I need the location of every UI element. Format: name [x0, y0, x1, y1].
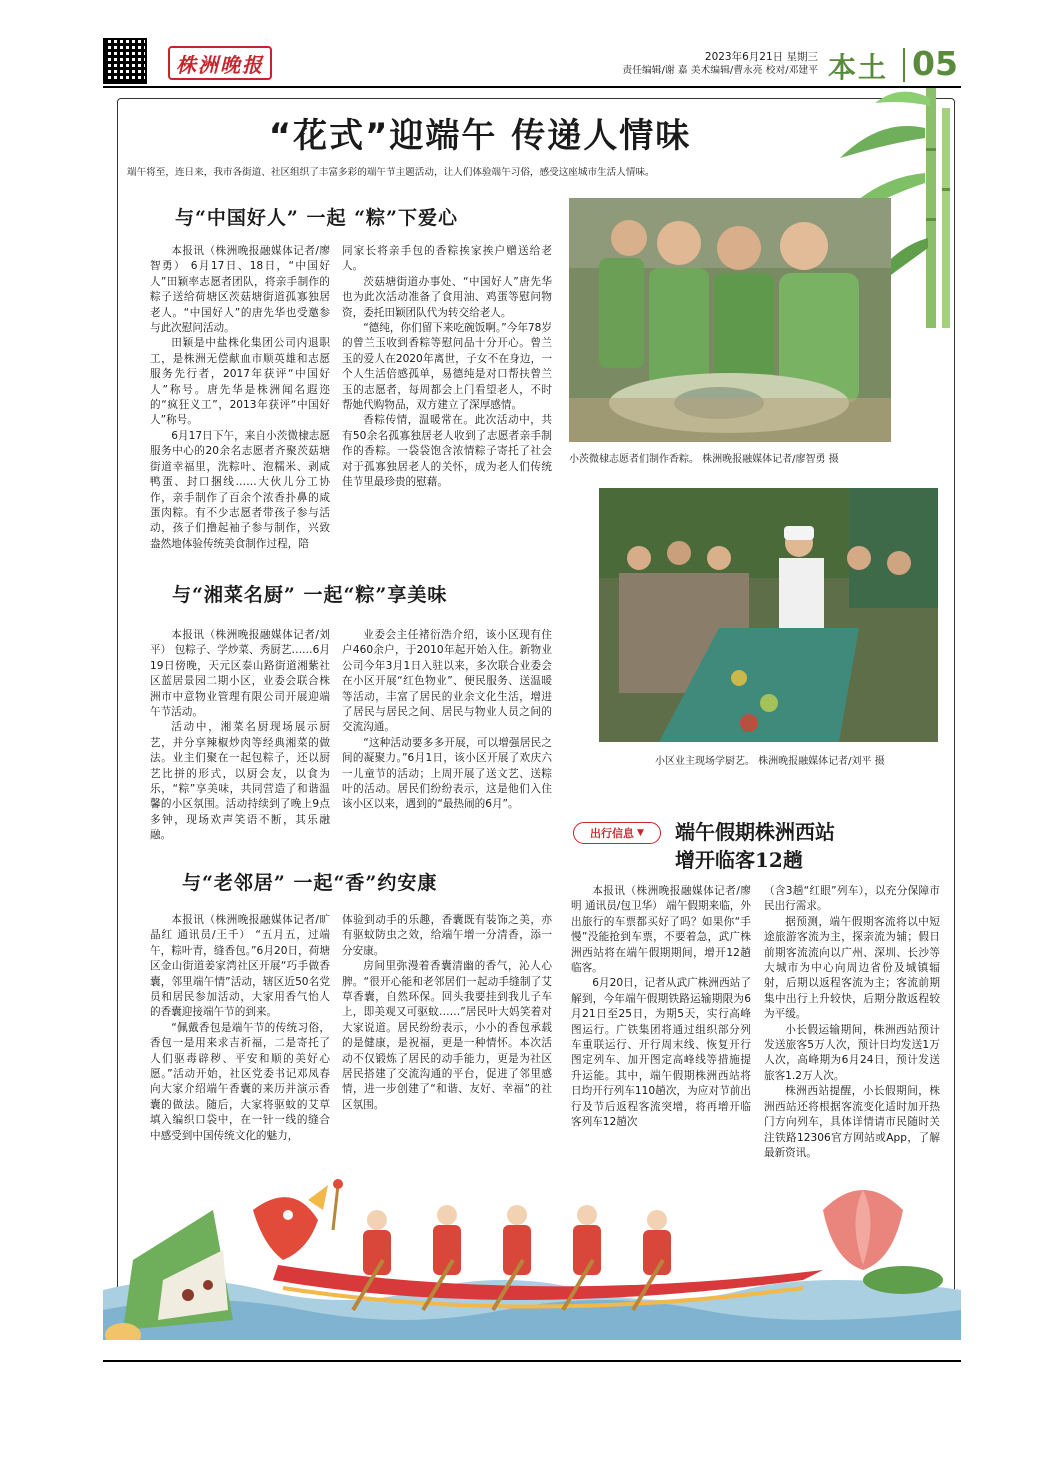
footer-rule	[103, 1360, 961, 1362]
article1-col2	[342, 244, 552, 564]
triangle-down-icon: ▼	[637, 828, 644, 838]
paragraph: “佩戴香包是端午节的传统习俗，香包一是用来求吉祈福，二是寄托了人们驱毒辟秽、平安和顺的美好心愿。”活动开始，社区党委书记邓凤春向大家介绍端午香囊的来历并演示香囊的做法。随后，大家将驱蚊的艾草填入编织口袋中，在一针一线的缝合中感受到中国传统文化的魅力，	[150, 1021, 330, 1142]
lede: 端午将至，连日来，我市各街道、社区组织了丰富多彩的端午节主题活动，让人们体验端午习俗，感受这座城市生活人情味。	[127, 167, 655, 178]
paragraph: 体验到动手的乐趣，香囊既有装饰之美，亦有驱蚊防虫之效，给端午增一分清香，添一分安康。	[342, 914, 552, 957]
article4-title-line1: 端午假期株洲西站	[675, 820, 835, 844]
article2-col2	[342, 628, 552, 848]
paragraph: 茨菇塘街道办事处、“中国好人”唐先华也为此次活动准备了食用油、鸡蛋等慰问物资，委托田颖团队代为转交给老人。	[342, 275, 552, 319]
travel-info-tag	[573, 822, 661, 844]
editors-line: 责任编辑/谢 嘉 美术编辑/曹永亮 校对/邓建平	[622, 65, 818, 76]
page-number: 05	[912, 44, 958, 83]
paragraph: 田颖是中盐株化集团公司内退职工，是株洲无偿献血市顺英雄和志愿服务先行者，2017年获评“中国好人”称号。唐先华是株洲闻名遐迩的“疯狂义工”，2013年获评“中国好人”称号。	[150, 337, 330, 427]
article2-title: 与“湘菜名厨” 一起“粽”享美味	[172, 584, 448, 606]
paragraph: 本报讯（株洲晚报融媒体记者/廖智勇） 6月17日、18日，“中国好人”田颖率志愿者团队，将亲手制作的粽子送给荷塘区茨菇塘街道孤寡独居老人。“中国好人”的唐先华也受邀参与此次慰问活动。	[150, 245, 330, 335]
article4-col2	[764, 884, 940, 1166]
dragon-boat-illustration	[103, 1170, 961, 1340]
paragraph: 活动中，湘菜名厨现场展示厨艺，并分享辣椒炒肉等经典湘菜的做法。业主们聚在一起包粽子，还以厨艺比拼的形式，以厨会友，以食为乐，“粽”享美味，共同营造了和谐温馨的小区氛围。活动持续到了晚上9点多钟，现场欢声笑语不断，其乐融融。	[150, 721, 330, 842]
photo-volunteers-making-zongzi	[569, 198, 891, 442]
main-headline: “花式”迎端午 传递人情味	[268, 116, 692, 156]
paragraph: “德纯，你们留下来吃碗饭啊。”今年78岁的曾兰玉收到香粽等慰问品十分开心。曾兰玉的爱人在2020年离世，子女不在身边，一个人生活倍感孤单，易德纯是对口帮扶曾兰玉的志愿者，每周都会上门看望老人，不时帮她代购物品，双方建立了深厚感情。	[342, 322, 552, 412]
paragraph: 本报讯（株洲晚报融媒体记者/旷晶红 通讯员/王千） “五月五，过端午，粽叶青，缝香包。”6月20日，荷塘区金山街道姜家湾社区开展“巧手做香囊，邻里端午情”活动，辖区近50名党员和居民参加活动，大家用香气怡人的香囊迎接端午节的到来。	[150, 914, 330, 1019]
article3-title: 与“老邻居” 一起“香”约安康	[182, 872, 438, 894]
photo2-caption: 小区业主现场学厨艺。 株洲晚报融媒体记者/刘平 摄	[655, 756, 885, 767]
photo1-caption: 小茨微棣志愿者们制作香粽。 株洲晚报融媒体记者/廖智勇 摄	[569, 454, 839, 465]
travel-info-tag-label: 出行信息	[590, 827, 635, 840]
paragraph: （含3趟“红眼”列车），以充分保障市民出行需求。	[764, 885, 940, 913]
photo-residents-cooking	[599, 488, 938, 742]
qr-code-icon	[103, 38, 147, 84]
article1-title: 与“中国好人” 一起 “粽”下爱心	[175, 207, 458, 229]
paragraph: 房间里弥漫着香囊清幽的香气，沁人心脾。“很开心能和老邻居们一起动手缝制了艾草香囊，自然环保。回头我要挂到我儿子车上，即美观又可驱蚊……”居民叶大妈笑着对大家说道。居民纷纷表示，小小的香包承载的是健康，是祝福，更是一种情怀。本次活动不仅锻炼了居民的动手能力，更是为社区居民搭建了交流沟通的平台，促进了邻里感情，进一步创建了“和谐、友好、幸福”的社区氛围。	[342, 960, 552, 1111]
paragraph: 小长假运输期间，株洲西站预计发送旅客5万人次，预计日均发送1万人次，高峰期为6月24日，预计发送旅客1.2万人次。	[764, 1023, 940, 1082]
paragraph: “这种活动要多多开展，可以增强居民之间的凝聚力。”6月1日，该小区开展了欢庆六一儿童节的活动；上周开展了送文艺、送粽叶的活动。居民们纷纷表示，这是他们入住该小区以来，遇到的“最热闹的6月”。	[342, 736, 552, 811]
article2-col1	[150, 628, 330, 848]
paragraph: 香粽传情，温暖常在。此次活动中，共有50余名孤寡独居老人收到了志愿者亲手制作的香粽。一袋袋饱含浓情粽子寄托了社会对于孤寡独居老人的关怀，成为老人们传统佳节里最珍贵的慰藉。	[342, 414, 552, 489]
paragraph: 本报讯（株洲晚报融媒体记者/廖明 通讯员/包卫华） 端午假期来临，外出旅行的车票都买好了吗？如果你“手慢”没能抢到车票，不要着急，武广株洲西站将在端午假期期间，增开12趟临客。	[571, 885, 751, 975]
section-name: 本土	[828, 51, 889, 84]
paragraph: 据预测，端午假期客流将以中短途旅游客流为主，探亲流为辅；假日前期客流流向以广州、深圳、长沙等大城市为中心向周边省份及城镇辐射，后期以返程客流为主；客流前期集中出行上升较快，后期分散返程较为平缓。	[764, 915, 940, 1021]
masthead-logo	[168, 46, 272, 80]
paragraph: 6月17日下午，来自小茨微棣志愿服务中心的20余名志愿者齐聚茨菇塘街道幸福里，洗粽叶、泡糯米、剥咸鸭蛋、封口捆线……大伙儿分工协作，亲手制作了百余个浓香扑鼻的咸蛋肉粽。有不少志愿者带孩子参与活动，孩子们撸起袖子参与制作，兴致盎然地体验传统美食制作过程，陪	[150, 429, 330, 550]
article4-col1	[571, 884, 751, 1166]
paragraph: 株洲西站提醒，小长假期间，株洲西站还将根据客流变化适时加开热门方向列车，具体详情请市民随时关注铁路12306官方网站或App，了解最新资讯。	[764, 1085, 940, 1159]
paragraph: 同家长将亲手包的香粽挨家挨户赠送给老人。	[342, 245, 552, 273]
paragraph: 业委会主任褚衍浩介绍，该小区现有住户460余户，于2010年起开始入住。新物业公司今年3月1日入驻以来，多次联合业委会在小区开展“红色物业”、便民服务、送温暖等活动，丰富了居民的业余文化生活，增进了居民与居民之间、居民与物业人员之间的交流沟通。	[342, 629, 552, 734]
paragraph: 本报讯（株洲晚报融媒体记者/刘平） 包粽子、学炒菜、秀厨艺……6月19日傍晚，天元区泰山路街道湘紫社区蓝居景园二期小区，业委会联合株洲市中意物业管理有限公司开展迎端午节活动。	[150, 629, 330, 719]
date-line: 2023年6月21日 星期三	[704, 51, 818, 63]
article3-col2	[342, 913, 552, 1163]
section-divider	[903, 48, 905, 82]
article3-col1	[150, 913, 330, 1163]
paragraph: 6月20日，记者从武广株洲西站了解到，今年端午假期铁路运输期限为6月21日至25日，为期5天，实行高峰图运行。广铁集团将通过组织部分列车重联运行、开行周末线、恢复开行图定列车、加开图定高峰线等措施提升运能。其中，端午假期株洲西站将日均开行列车110趟次，为应对节前出行及节后返程客流突增，将再增开临客列车12趟次	[571, 977, 751, 1129]
article1-col1	[150, 244, 330, 564]
article4-title-line2: 增开临客12趟	[675, 848, 803, 872]
logo-text: 株洲晚报	[176, 52, 264, 77]
